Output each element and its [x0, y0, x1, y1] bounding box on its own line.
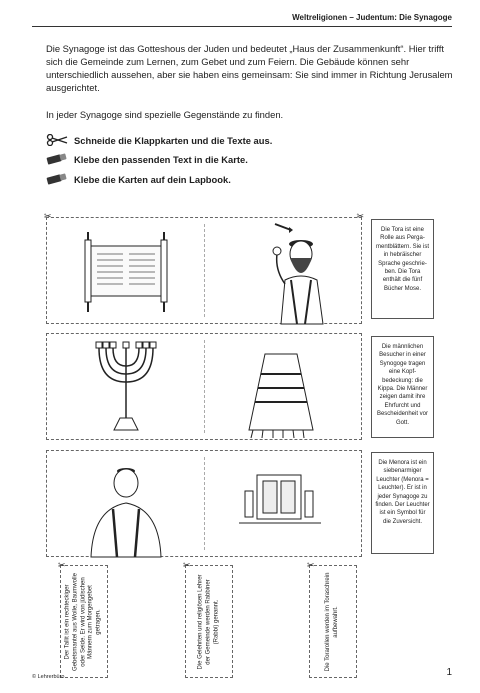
scissors-icon: ✂	[44, 211, 52, 221]
scissors-icon: ✂	[183, 560, 191, 570]
glue-stick-icon	[46, 173, 68, 185]
instruction-text: Klebe den passenden Text in die Karte.	[74, 153, 248, 165]
strip-text: Der Tallit ist ein rechteckiger Gebetsmantel aus Wolle, Baumwolle oder Seide. Er wird von jüdischen Männern zum Morgengebet getragen.	[64, 572, 102, 671]
text-card-kippa[interactable]: Die männlichen Besucher in einer Synogoge tragen eine Kopf-bedeckung: die Kippa. Die Männer zeigen damit ihre Ehrfurcht und Bescheidenheit vor Gott.	[371, 336, 434, 438]
instruction-glue-text	[46, 153, 248, 165]
scissors-icon	[46, 134, 68, 146]
tora-scroll-illustration	[47, 218, 205, 323]
scissors-icon: ✂	[356, 211, 364, 221]
page-header-title: Weltreligionen – Judentum: Die Synagoge	[292, 13, 452, 22]
strip-text: Die Torarollen werden im Toraschrein aufbewahrt.	[325, 572, 339, 671]
fold-card-menora[interactable]	[46, 333, 362, 440]
text-card-menora[interactable]: Die Menora ist ein siebenarmiger Leuchter (Menora = Leuchter). Er ist in jeder Synagoge zu finden. Der Leuchter ist ein Symbol für die Zuversicht.	[371, 452, 434, 554]
text-card-tora[interactable]: Die Tora ist eine Rolle aus Perga-mentblättern. Sie ist in hebräischer Sprache geschrie-ben. Die Tora enthält die fünf Bücher Mose.	[371, 219, 434, 319]
intro-paragraph: Die Synagoge ist das Gotteshous der Juden und bedeutet „Haus der Zusammenkunft“. Hier trifft sich die Gemeinde zum Lernen, zum Gebet und zum Feiern. Die Gebäude können sehr unterschiedlich aussehen, aber sie haben eins gemeinsam: Sie sind immer in Richtung Jerusalem ausgerichtet.	[46, 43, 453, 93]
text-strip-rabbiner[interactable]	[183, 560, 233, 678]
instruction-text: Klebe die Karten auf dein Lapbook.	[74, 173, 231, 185]
rabbi-illustration	[205, 218, 363, 323]
scissors-icon: ✂	[307, 560, 315, 570]
footer-credit: © Lehrerbüro	[32, 674, 65, 680]
text-strip-tallit[interactable]	[58, 560, 108, 678]
instruction-cut	[46, 134, 272, 146]
tallit-illustration	[205, 334, 363, 439]
instruction-text: Schneide die Klappkarten und die Texte aus.	[74, 134, 273, 146]
instruction-glue-lapbook	[46, 173, 231, 185]
glue-stick-icon	[46, 153, 68, 165]
scissors-icon: ✂	[58, 560, 66, 570]
fold-card-tora[interactable]	[44, 211, 364, 324]
page-number: 1	[446, 667, 452, 678]
strip-text: Die Gelehrten und religiösen Lehrer der Gemeinde werden Rabbiner (Rabbi) genannt.	[197, 573, 219, 670]
man-with-kippa-illustration	[47, 451, 205, 556]
menora-illustration	[47, 334, 205, 439]
intro-subline: In jeder Synagoge sind spezielle Gegenstände zu finden.	[46, 109, 284, 120]
toraschrein-illustration	[205, 451, 363, 556]
fold-card-kippa[interactable]	[46, 450, 362, 557]
text-strip-torarollen[interactable]	[307, 560, 357, 678]
header-divider	[32, 26, 452, 27]
